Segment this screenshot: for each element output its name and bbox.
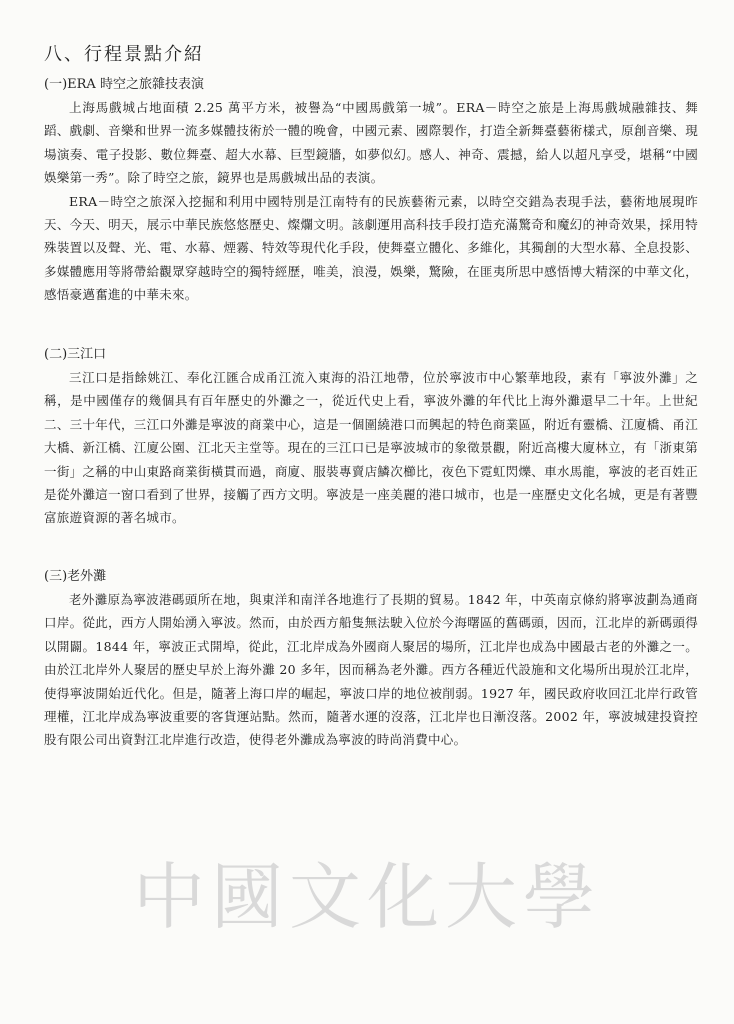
paragraph: 老外灘原為寧波港碼頭所在地，與東洋和南洋各地進行了長期的貿易。1842 年，中英南京條約將寧波劃為通商口岸。從此，西方人開始湧入寧波。然而，由於西方船隻無法駛入位於今海曙區的舊碼頭，因而，江北岸的新碼頭得以開闢。1844 年，寧波正式開埠，從此，江北岸成為外國商人聚居的場所，江北岸也成為中國最古老的外灘之一。由於江北岸外人聚居的歷史早於上海外灘 20 多年，因而稱為老外灘。西方各種近代設施和文化場所出現於江北岸，使得寧波開始近代化。但是，隨著上海口岸的崛起，寧波口岸的地位被削弱。1927 年，國民政府收回江北岸行政管理權，江北岸成為寧波重要的客貨運站點。然而，隨著水運的沒落，江北岸也日漸沒落。2002 年，寧波城建投資控股有限公司出資對江北岸進行改造，使得老外灘成為寧波的時尚消費中心。	[44, 592, 698, 748]
section-body	[44, 96, 698, 307]
paragraph: ERA－時空之旅深入挖掘和利用中國特別是江南特有的民族藝術元素，以時空交錯為表現手法，藝術地展現昨天、今天、明天，展示中華民族悠悠歷史、燦爛文明。該劇運用高科技手段打造充滿驚奇和魔幻的神奇效果，採用特殊裝置以及聲、光、電、水幕、煙霧、特效等現代化手段，使舞臺立體化、多維化，其獨創的大型水幕、全息投影、多媒體應用等將帶給觀眾穿越時空的獨特經歷，唯美，浪漫，娛樂，驚險，在匪夷所思中感悟博大精深的中華文化，感悟豪邁奮進的中華未來。	[44, 193, 698, 303]
section-body	[44, 366, 698, 530]
section-sanjiangkou	[44, 344, 698, 530]
paragraph: 上海馬戲城占地面積 2.25 萬平方米，被譽為“中國馬戲第一城”。ERA－時空之旅是上海馬戲城融雜技、舞蹈、戲劇、音樂和世界一流多媒體技術於一體的晚會，中國元素、國際製作，打造全新舞臺藝術樣式，原創音樂、現場演奏、電子投影、數位舞臺、超大水幕、巨型鏡牆，如夢似幻。感人、神奇、震撼，給人以超凡享受，堪稱“中國娛樂第一秀”。除了時空之旅，鏡界也是馬戲城出品的表演。	[44, 100, 698, 186]
section-era	[44, 74, 698, 307]
section-body	[44, 588, 698, 752]
section-title: (二)三江口	[44, 347, 107, 362]
section-old-bund	[44, 566, 698, 752]
paragraph: 三江口是指餘姚江、奉化江匯合成甬江流入東海的沿江地帶，位於寧波市中心繁華地段，素有「寧波外灘」之稱，是中國僅存的幾個具有百年歷史的外灘之一，從近代史上看，寧波外灘的年代比上海外灘還早二十年。上世紀二、三十年代，三江口外灘是寧波的商業中心，這是一個圍繞港口而興起的特色商業區，附近有靈橋、江廈橋、甬江大橋、新江橋、江廈公園、江北天主堂等。現在的三江口已是寧波城市的象徵景觀，附近高樓大廈林立，有「浙東第一街」之稱的中山東路商業街橫貫而過，商廈、服裝專賣店鱗次櫛比，夜色下霓虹閃爍、車水馬龍，寧波的老百姓正是從外灘這一窗口看到了世界，接觸了西方文明。寧波是一座美麗的港口城市，也是一座歷史文化名城，更是有著豐富旅遊資源的著名城市。	[44, 370, 698, 526]
page-heading: 八、行程景點介紹	[44, 44, 204, 65]
section-title: (一)ERA 時空之旅雜技表演	[44, 77, 204, 92]
section-title: (三)老外灘	[44, 569, 107, 584]
university-watermark: 中國文化大學	[132, 855, 601, 939]
